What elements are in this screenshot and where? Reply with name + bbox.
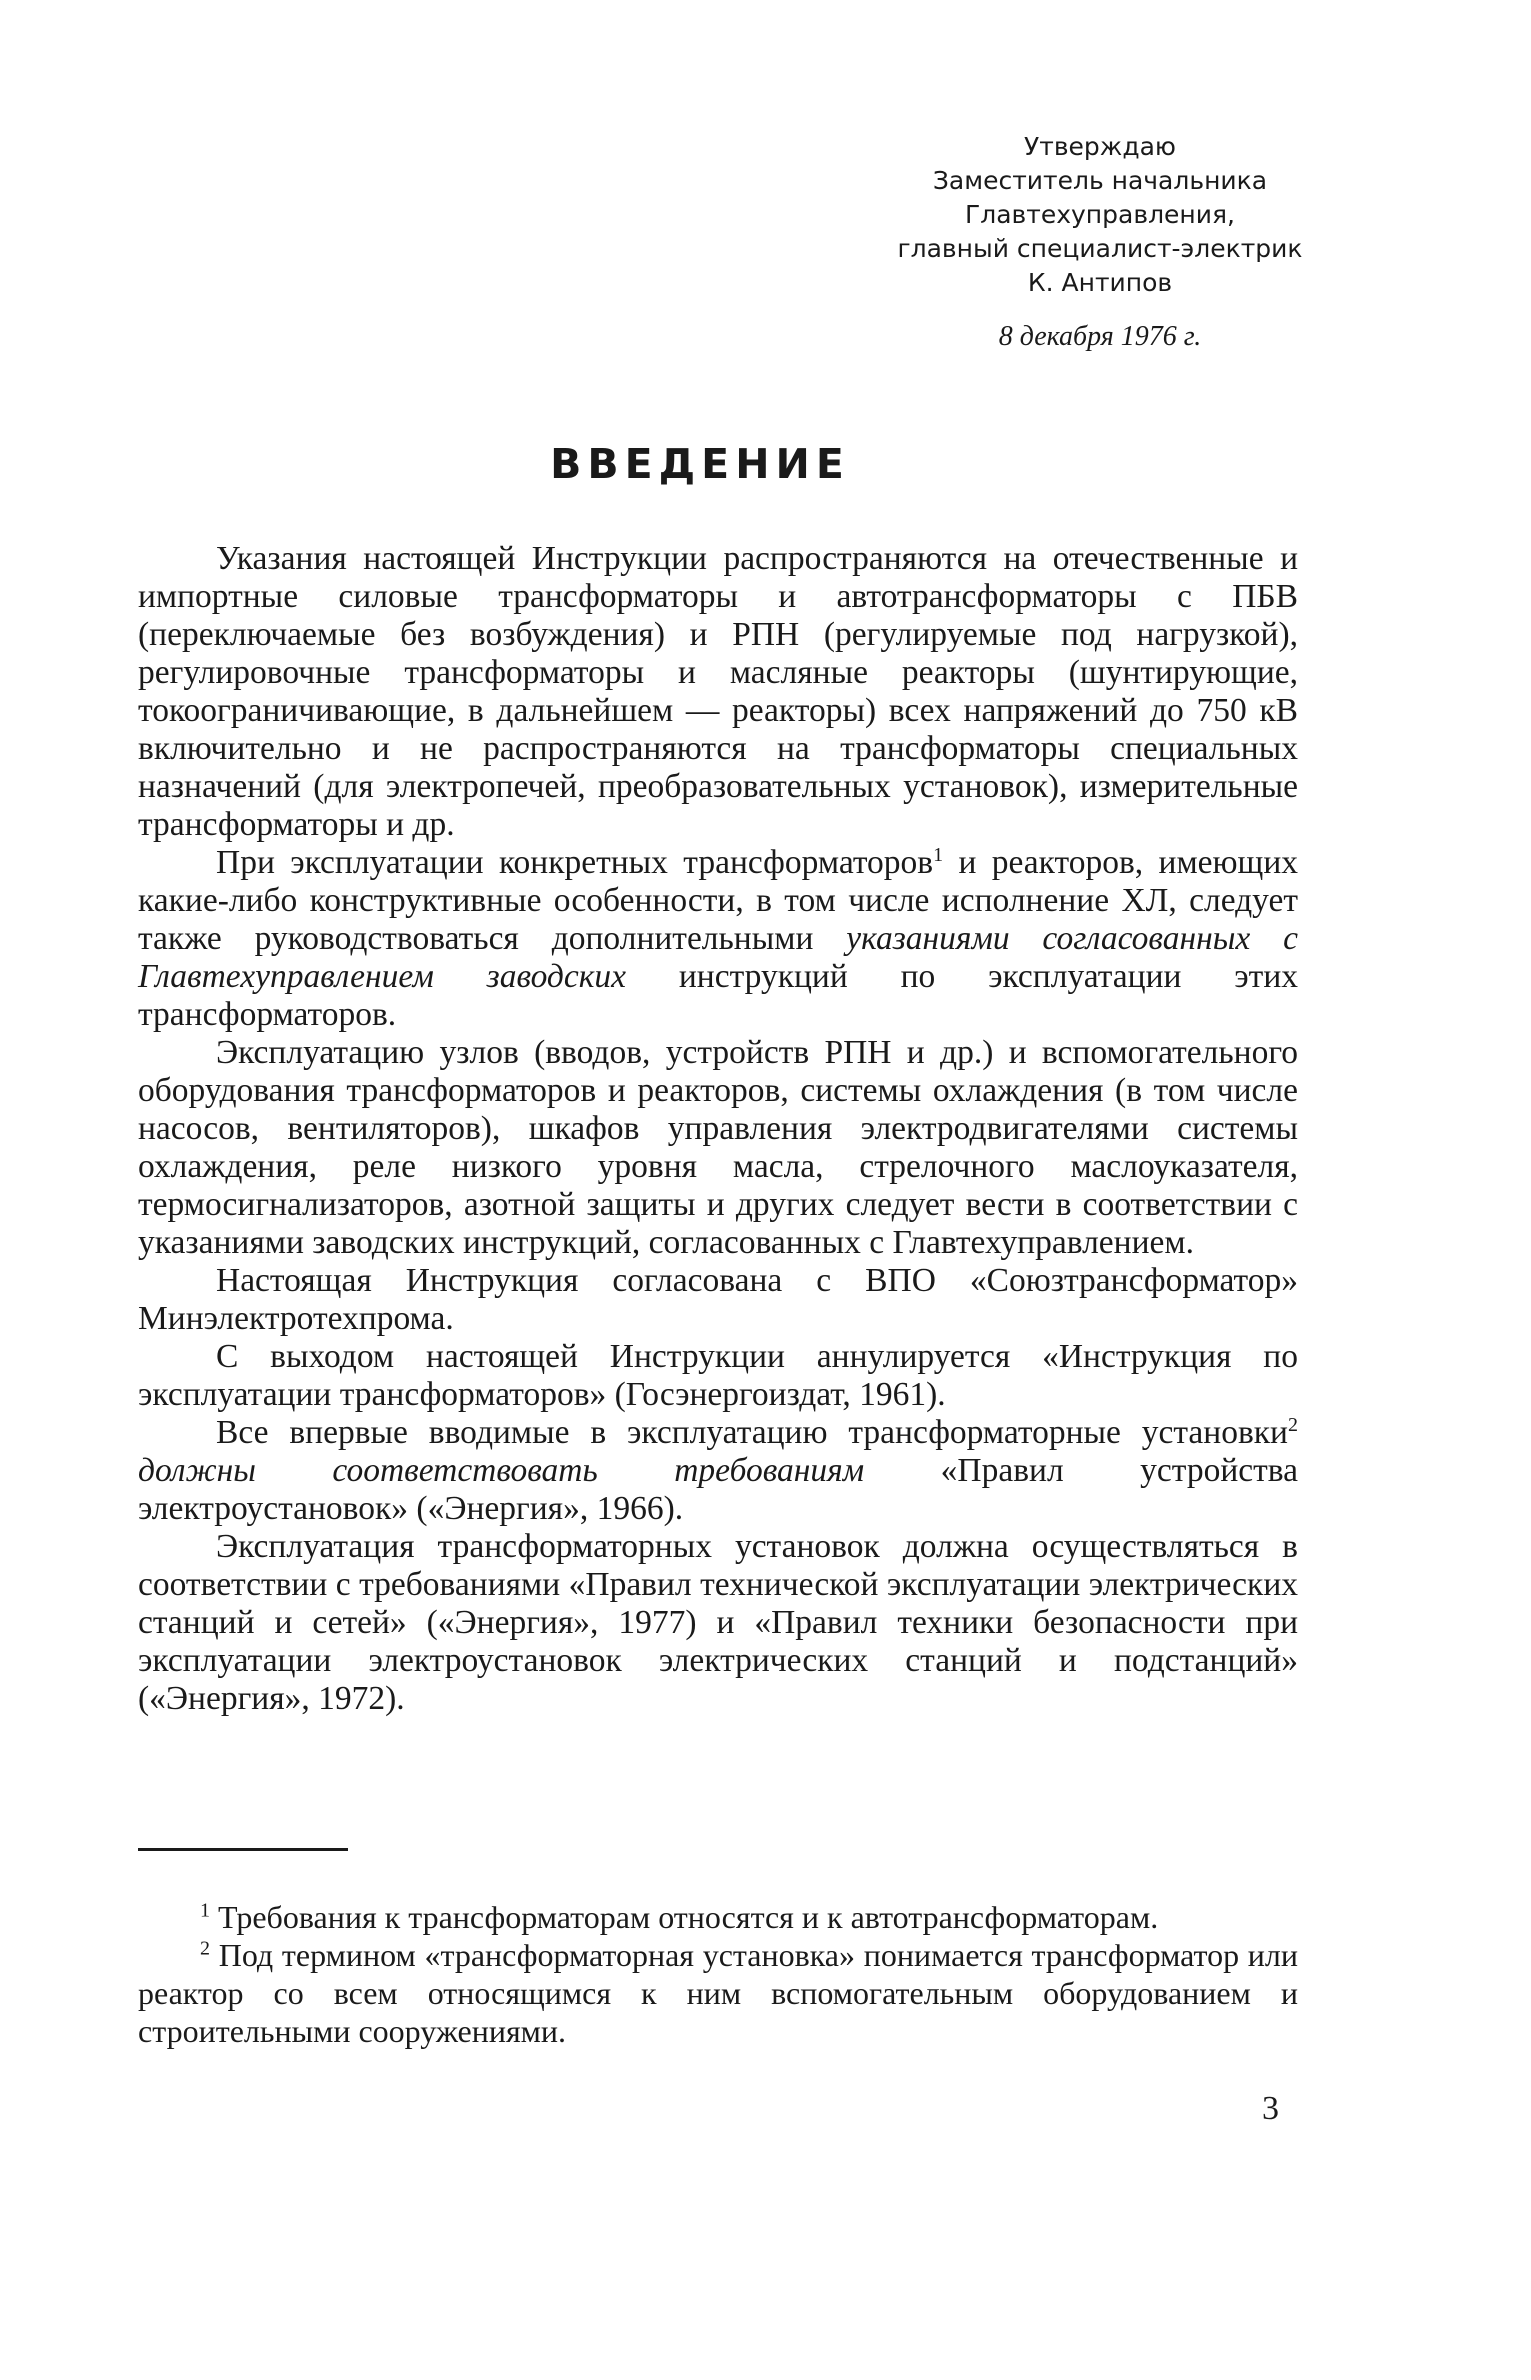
approval-block — [880, 130, 1320, 354]
paragraph-specific-transformers — [138, 844, 1298, 1034]
paragraph-annulment: С выходом настоящей Инструкции аннулируется «Инструкция по эксплуатации трансформаторов» (Госэнергоиздат, 1961). — [138, 1338, 1298, 1413]
footnote-1 — [138, 1898, 1298, 1936]
paragraph-operation-rules: Эксплуатация трансформаторных установок должна осуществляться в соответствии с требованиями «Правил технической эксплуатации электрических станций и сетей» («Энергия», 1977) и «Правил техники безопасности при эксплуатации электроустановок электрических станций и подстанций» («Энергия», 1972). — [138, 1528, 1298, 1717]
footnote-text: Требования к трансформаторам относятся и к автотрансформаторам. — [210, 1899, 1159, 1935]
paragraph-scope: Указания настоящей Инструкции распространяются на отечественные и импортные силовые трансформаторы и автотрансформаторы с ПБВ (переключаемые без возбуждения) и РПН (регулируемые под нагрузкой), регулировочные трансформаторы и масляные реакторы (шунтирующие, токоограничивающие, в дальнейшем — реакторы) всех напряжений до 750 кВ включительно и не распространяются на трансформаторы специальных назначений (для электропечей, преобразовательных установок), измерительные трансформаторы и др. — [138, 540, 1298, 843]
paragraph-auxiliary-equipment: Эксплуатацию узлов (вводов, устройств РПН и др.) и вспомогательного оборудования трансформаторов и реакторов, системы охлаждения (в том числе насосов, вентиляторов), шкафов управления электродвигателями системы охлаждения, реле низкого уровня масла, стрелочного маслоуказателя, термосигнализаторов, азотной защиты и других следует вести в соответствии с указаниями заводских инструкций, согласованных с Главтехуправлением. — [138, 1034, 1298, 1261]
footnote-2 — [138, 1936, 1298, 2050]
footnote-divider — [138, 1848, 348, 1851]
paragraph-text: и реакторов, имеющих какие-либо конструктивные особенности, в том числе исполнение ХЛ, следует также руководствоваться дополнительными — [138, 844, 1299, 957]
paragraph-italic-text: указаниями согласованных с Главтехуправлением заводских — [138, 920, 1298, 995]
footnote-number: 2 — [200, 1937, 210, 1960]
paragraph-new-installations — [138, 1414, 1298, 1528]
paragraph-text: инструкций по эксплуатации этих трансформаторов. — [138, 958, 1298, 1033]
document-body — [138, 540, 1298, 1718]
approval-specialist-line: главный специалист-электрик — [897, 234, 1303, 263]
page-title: ВВЕДЕНИЕ — [550, 440, 850, 488]
approval-signatory-name: К. Антипов — [1027, 268, 1173, 297]
paragraph-agreement: Настоящая Инструкция согласована с ВПО «Союзтрансформатор» Минэлектротехпрома. — [138, 1262, 1298, 1337]
paragraph-text: Все впервые вводимые в эксплуатацию трансформаторные установки — [216, 1414, 1288, 1451]
footnotes — [138, 1898, 1298, 2050]
approval-approve-line: Утверждаю — [1024, 132, 1176, 161]
footnote-text: Под термином «трансформаторная установка» понимается трансформатор или реактор со всем относящимся к ним вспомогательным оборудованием и строительными сооружениями. — [138, 1937, 1298, 2049]
paragraph-text: «Правил устройства электроустановок» («Энергия», 1966). — [138, 1452, 1298, 1527]
approval-date: 8 декабря 1976 г. — [998, 321, 1202, 352]
page-number: 3 — [1262, 2090, 1279, 2127]
footnote-marker: 1 — [933, 843, 944, 866]
approval-position-line: Заместитель начальника — [932, 166, 1268, 195]
footnote-marker: 2 — [1288, 1413, 1298, 1436]
footnote-number: 1 — [200, 1899, 210, 1922]
paragraph-text: При эксплуатации конкретных трансформаторов — [216, 844, 934, 881]
paragraph-italic-text: должны соответствовать требованиям — [138, 1452, 865, 1489]
approval-department-line: Главтехуправления, — [964, 200, 1236, 229]
